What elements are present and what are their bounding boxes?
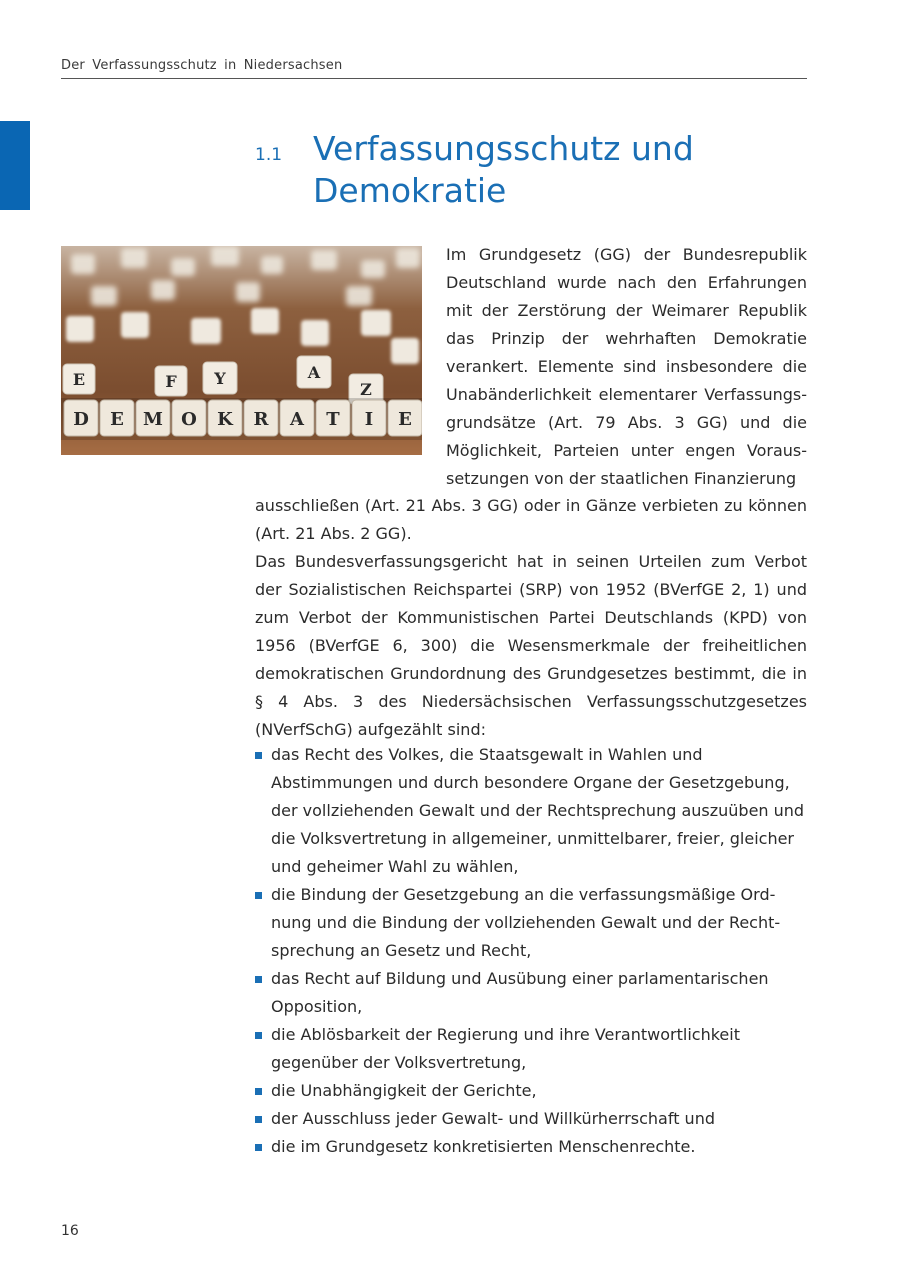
cube-letter: E (110, 409, 124, 430)
letter-cubes-illustration (61, 246, 422, 455)
svg-text:Z: Z (360, 380, 372, 399)
cube-letter: O (181, 409, 197, 430)
bullet-square-icon (255, 892, 262, 899)
list-item: die Unabhängigkeit der Gerichte, (255, 1077, 815, 1105)
svg-text:Y: Y (214, 369, 226, 388)
list-item: die im Grundgesetz konkretisierten Menschenrechte. (255, 1133, 815, 1161)
bullet-square-icon (255, 1032, 262, 1039)
bullet-square-icon (255, 976, 262, 983)
bullet-square-icon (255, 1116, 262, 1123)
bullet-square-icon (255, 1088, 262, 1095)
section-number: 1.1 (255, 145, 283, 165)
cube-row (61, 398, 422, 440)
svg-text:E: E (72, 370, 86, 389)
intro-paragraph-continued: ausschließen (Art. 21 Abs. 3 GG) oder in Gänze verbieten zu können (Art. 21 Abs. 2 GG). (255, 496, 807, 543)
cube-letter: E (398, 409, 412, 430)
demokratie-photo (61, 246, 422, 455)
chapter-tab-marker (0, 121, 30, 210)
bullet-square-icon (255, 1144, 262, 1151)
svg-text:F: F (165, 372, 177, 391)
section-title: Verfassungsschutz und Demokratie (313, 129, 694, 210)
running-header: Der Verfassungsschutz in Niedersachsen (61, 58, 807, 79)
cube-letter: I (364, 409, 374, 430)
list-item: die Bindung der Gesetzgebung an die verfassungsmäßige Ord-nung und die Bindung der vollziehenden Gewalt und der Recht-sprechung an Gesetz und Recht, (255, 881, 815, 965)
cube-letter: R (253, 409, 269, 430)
cube-letter: A (290, 409, 304, 430)
page-number: 16 (61, 1223, 79, 1239)
cube-letter: M (143, 409, 163, 430)
list-item: das Recht auf Bildung und Ausübung einer parlamentarischen Opposition, (255, 965, 815, 1021)
list-item: das Recht des Volkes, die Staatsgewalt in Wahlen und Abstimmungen und durch besondere Organe der Gesetzgebung, der vollziehenden Gewalt und der Rechtsprechung auszuüben und die Volksvertretung in allgemeiner, unmittelbarer, freier, gleicher und geheimer Wahl zu wählen, (255, 741, 815, 881)
cube-letter: D (73, 409, 89, 430)
fdgo-principles-list (255, 741, 815, 1161)
paragraph-constitutional-court: Das Bundesverfassungsgericht hat in seinen Urteilen zum Verbot der Sozialistischen Reichspartei (SRP) von 1952 (BVerfGE 2, 1) und zum Verbot der Kommunistischen Partei Deutschlands (KPD) von 1956 (BVerfGE 6, 300) die Wesensmerkmale der freiheitlichen demokratischen Grundordnung des Grundgesetzes bestimmt, die in § 4 Abs. 3 des Niedersächsischen Verfassungsschutzgesetzes (NVerfSchG) aufgezählt sind: (255, 552, 807, 739)
cube-letter: K (217, 409, 233, 430)
svg-text:A: A (307, 363, 321, 382)
intro-paragraph: Im Grundgesetz (GG) der Bundesrepublik Deutschland wurde nach den Erfahrungen mit der Zerstörung der Weimarer Republik das Prinzip der wehrhaften Demokratie verankert. Elemente sind insbesondere die Unabänderlichkeit elementarer Verfassungs-grundsätze (Art. 79 Abs. 3 GG) und die Möglichkeit, Parteien unter engen Voraus-setzungen von der staatlichen Finanzierung (446, 245, 807, 488)
list-item: die Ablösbarkeit der Regierung und ihre Verantwortlichkeit gegenüber der Volksvertretung, (255, 1021, 815, 1077)
list-item: der Ausschluss jeder Gewalt- und Willkürherrschaft und (255, 1105, 815, 1133)
bullet-square-icon (255, 752, 262, 759)
cube-letter: T (326, 409, 340, 430)
body-text (255, 492, 807, 744)
